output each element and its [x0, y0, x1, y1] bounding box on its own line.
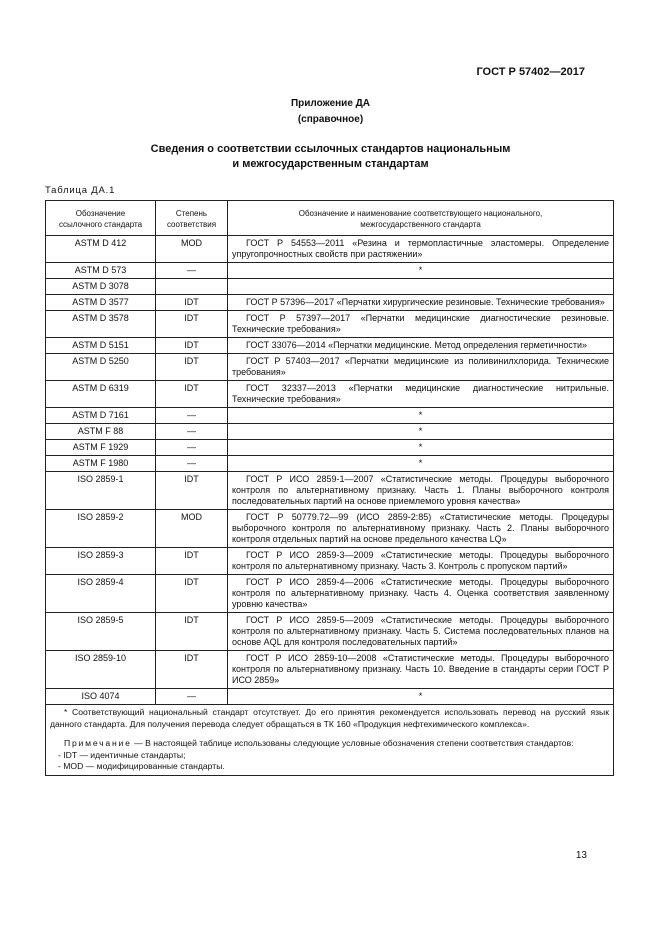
- cell-reference-standard: ASTM F 1929: [46, 440, 156, 456]
- table-row: [46, 510, 614, 548]
- cell-degree: —: [156, 689, 228, 705]
- table-row: [46, 472, 614, 510]
- table-row: [46, 408, 614, 424]
- table-row: [46, 236, 614, 263]
- footnote: * Соответствующий национальный стандарт отсутствует. До его принятия рекомендуется использовать перевод на русский язык данного стандарта. Для получения перевода следует обращаться в ТК 160 «Продукция нефтехимического комплекса».: [50, 707, 609, 729]
- cell-degree: IDT: [156, 472, 228, 510]
- cell-national-standard: [228, 354, 614, 381]
- table-row: [46, 575, 614, 613]
- cell-reference-standard: ASTM D 412: [46, 236, 156, 263]
- header-text: Степень: [175, 209, 208, 218]
- cell-degree: —: [156, 408, 228, 424]
- national-standard-text: ГОСТ 33076—2014 «Перчатки медицинские. Метод определения герметичности»: [246, 340, 588, 350]
- note-text: — В настоящей таблице использованы следующие условные обозначения степени соответствия стандартов:: [131, 738, 574, 748]
- cell-national-standard: [228, 456, 614, 472]
- note: [50, 738, 609, 750]
- note-label: Примечание: [64, 738, 132, 748]
- table-row: [46, 456, 614, 472]
- cell-degree: [156, 279, 228, 295]
- cell-national-standard: [228, 689, 614, 705]
- national-standard-text: ГОСТ Р ИСО 2859-1—2007 «Статистические методы. Процедуры выборочного контроля по альтернативному признаку. Часть 1. Планы выборочного контроля последовательных партий на основе приемлемого уровня качества»: [232, 474, 609, 506]
- national-standard-text: ГОСТ Р 57396—2017 «Перчатки хирургические резиновые. Технические требования»: [246, 297, 605, 307]
- cell-reference-standard: ASTM F 88: [46, 424, 156, 440]
- national-standard-text: ГОСТ Р 54553—2011 «Резина и термопластичные эластомеры. Определение упругопрочностных свойств при растяжении»: [232, 238, 609, 259]
- cell-national-standard: [228, 408, 614, 424]
- cell-reference-standard: ASTM D 3577: [46, 295, 156, 311]
- cell-reference-standard: ASTM D 7161: [46, 408, 156, 424]
- cell-degree: —: [156, 456, 228, 472]
- cell-degree: IDT: [156, 548, 228, 575]
- cell-national-standard: [228, 424, 614, 440]
- annex-section-title: [0, 142, 661, 172]
- cell-national-standard: [228, 381, 614, 408]
- cell-reference-standard: ASTM D 3578: [46, 311, 156, 338]
- national-standard-text: *: [418, 442, 423, 452]
- national-standard-text: ГОСТ Р ИСО 2859-4—2006 «Статистические методы. Процедуры выборочного контроля по альтернативному признаку. Часть 4. Оценка соответствия заявленному уровню качества»: [232, 577, 609, 609]
- annex-heading: [0, 96, 661, 128]
- header-text: соответствия: [166, 220, 217, 229]
- cell-degree: IDT: [156, 295, 228, 311]
- table-row: [46, 424, 614, 440]
- cell-national-standard: [228, 311, 614, 338]
- header-text: межгосударственного стандарта: [360, 220, 481, 229]
- national-standard-text: ГОСТ Р 57397—2017 «Перчатки медицинские диагностические резиновые. Технические требования»: [232, 313, 609, 334]
- cell-degree: MOD: [156, 510, 228, 548]
- table-row: [46, 295, 614, 311]
- title-line-2: и межгосударственным стандартам: [232, 158, 429, 170]
- cell-national-standard: [228, 263, 614, 279]
- note-item-mod: - MOD — модифицированные стандарты.: [58, 761, 225, 771]
- table-row: [46, 651, 614, 689]
- cell-degree: MOD: [156, 236, 228, 263]
- cell-national-standard: [228, 548, 614, 575]
- table-row: [46, 548, 614, 575]
- cell-reference-standard: ASTM D 5250: [46, 354, 156, 381]
- national-standard-text: *: [418, 410, 423, 420]
- cell-national-standard: [228, 613, 614, 651]
- annex-title: Приложение ДА: [290, 98, 371, 109]
- national-standard-text: ГОСТ 32337—2013 «Перчатки медицинские диагностические нитрильные. Технические требования»: [232, 383, 609, 404]
- table-row: [46, 689, 614, 705]
- cell-national-standard: [228, 575, 614, 613]
- national-standard-text: *: [418, 426, 423, 436]
- cell-reference-standard: ASTM D 3078: [46, 279, 156, 295]
- cell-national-standard: [228, 440, 614, 456]
- header-national-standard: [228, 201, 614, 236]
- cell-degree: IDT: [156, 651, 228, 689]
- national-standard-text: *: [418, 691, 423, 701]
- header-text: Обозначение: [75, 209, 126, 218]
- title-line-1: Сведения о соответствии ссылочных стандартов национальным: [150, 143, 511, 155]
- cell-reference-standard: ISO 2859-2: [46, 510, 156, 548]
- cell-degree: —: [156, 440, 228, 456]
- table-footer: [46, 705, 614, 776]
- table-body: [46, 236, 614, 705]
- national-standard-text: ГОСТ Р 50779.72—99 (ИСО 2859-2:85) «Статистические методы. Процедуры выборочного контроля по альтернативному признаку. Часть 2. Планы выборочного контроля отдельных партий на основе предельного качества LQ»: [232, 512, 609, 544]
- table-row: [46, 613, 614, 651]
- header-reference-standard: [46, 201, 156, 236]
- document-code: ГОСТ Р 57402—2017: [476, 66, 585, 78]
- correspondence-table: [45, 200, 614, 776]
- cell-degree: IDT: [156, 381, 228, 408]
- page-number: 13: [575, 850, 587, 861]
- national-standard-text: ГОСТ Р 57403—2017 «Перчатки медицинские из поливинилхлорида. Технические требования»: [232, 356, 609, 377]
- cell-degree: IDT: [156, 354, 228, 381]
- cell-reference-standard: ISO 2859-3: [46, 548, 156, 575]
- annex-type: (справочное): [297, 114, 364, 125]
- cell-reference-standard: ASTM D 573: [46, 263, 156, 279]
- national-standard-text: *: [418, 458, 423, 468]
- cell-degree: IDT: [156, 338, 228, 354]
- cell-national-standard: [228, 510, 614, 548]
- cell-degree: IDT: [156, 613, 228, 651]
- cell-degree: IDT: [156, 575, 228, 613]
- cell-national-standard: [228, 295, 614, 311]
- cell-national-standard: [228, 472, 614, 510]
- cell-national-standard: [228, 338, 614, 354]
- cell-degree: —: [156, 263, 228, 279]
- cell-national-standard: [228, 279, 614, 295]
- table-header-row: [46, 201, 614, 236]
- cell-reference-standard: ISO 4074: [46, 689, 156, 705]
- table-row: [46, 338, 614, 354]
- cell-reference-standard: ISO 2859-5: [46, 613, 156, 651]
- table-row: [46, 354, 614, 381]
- cell-reference-standard: ASTM D 6319: [46, 381, 156, 408]
- cell-reference-standard: ASTM F 1980: [46, 456, 156, 472]
- cell-reference-standard: ISO 2859-10: [46, 651, 156, 689]
- cell-reference-standard: ISO 2859-4: [46, 575, 156, 613]
- cell-degree: —: [156, 424, 228, 440]
- table-row: [46, 263, 614, 279]
- national-standard-text: ГОСТ Р ИСО 2859-5—2009 «Статистические методы. Процедуры выборочного контроля по альтернативному признаку. Часть 5. Система последовательных планов на основе AQL для контроля последовательных партий»: [232, 615, 609, 647]
- cell-national-standard: [228, 236, 614, 263]
- table-row: [46, 381, 614, 408]
- table-footer-row: [46, 705, 614, 776]
- cell-degree: IDT: [156, 311, 228, 338]
- national-standard-text: ГОСТ Р ИСО 2859-3—2009 «Статистические методы. Процедуры выборочного контроля по альтернативному признаку. Часть 3. Контроль с пропуском партий»: [232, 550, 609, 571]
- header-text: Обозначение и наименование соответствующего национального,: [298, 209, 543, 218]
- table-row: [46, 440, 614, 456]
- table-row: [46, 311, 614, 338]
- table-row: [46, 279, 614, 295]
- national-standard-text: *: [418, 265, 423, 275]
- cell-reference-standard: ISO 2859-1: [46, 472, 156, 510]
- table-caption: Таблица ДА.1: [45, 185, 116, 196]
- cell-reference-standard: ASTM D 5151: [46, 338, 156, 354]
- header-text: ссылочного стандарта: [58, 220, 143, 229]
- cell-national-standard: [228, 651, 614, 689]
- national-standard-text: ГОСТ Р ИСО 2859-10—2008 «Статистические методы. Процедуры выборочного контроля по альтернативному признаку. Часть 10. Введение в стандарты серии ГОСТ Р ИСО 2859»: [232, 653, 609, 685]
- header-degree: [156, 201, 228, 236]
- note-item-idt: - IDT — идентичные стандарты;: [58, 749, 186, 760]
